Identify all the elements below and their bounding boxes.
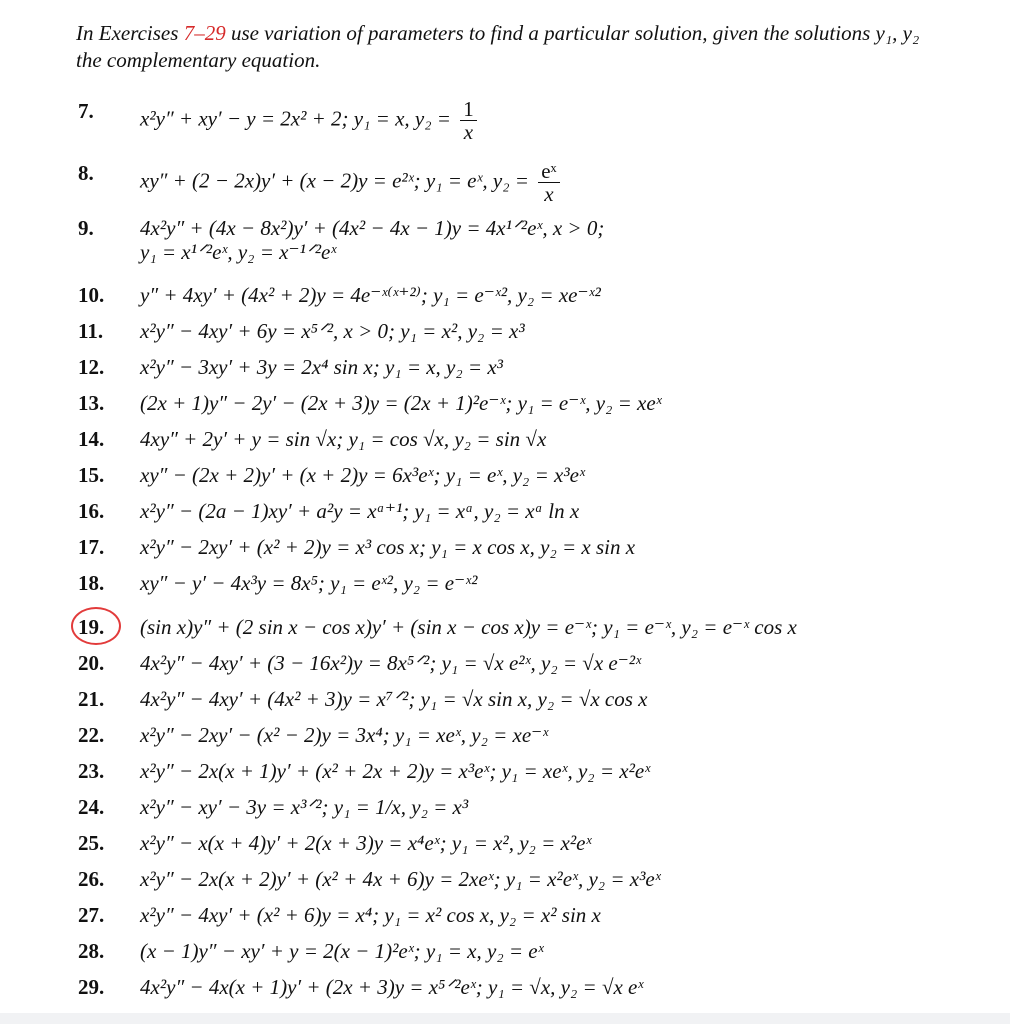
equation-text: xy″ − y′ − 4x³y = 8x⁵; y₁ = eˣ², y₂ = e⁻ˣ² (140, 571, 478, 595)
exercise-equation (140, 902, 601, 928)
equation-text: y″ + 4xy′ + (4x² + 2)y = 4e⁻ˣ⁽ˣ⁺²⁾; y₁ = e⁻ˣ², y₂ = xe⁻ˣ² (140, 283, 601, 307)
exercise-number: 14. (78, 427, 105, 451)
exercise-number: 10. (78, 283, 105, 307)
exercise-equation (140, 614, 797, 640)
exercise-equation (140, 722, 548, 748)
instructions (76, 20, 1006, 74)
exercise-equation (140, 570, 477, 596)
exercise-number: 12. (78, 355, 105, 379)
exercise-number: 22. (78, 723, 105, 747)
equation-text: x²y″ − 4xy′ + 6y = x⁵ᐟ², x > 0; y₁ = x², y₂ = x³ (140, 319, 525, 343)
exercise-number: 20. (78, 651, 105, 675)
equation-text: (x − 1)y″ − xy′ + y = 2(x − 1)²eˣ; y₁ = x, y₂ = eˣ (140, 939, 544, 963)
exercise-range-link[interactable]: 7–29 (183, 21, 226, 45)
exercise-equation (140, 534, 635, 560)
exercise-number: 8. (78, 161, 94, 185)
exercise-number: 23. (78, 759, 105, 783)
exercise-equation (140, 318, 525, 344)
exercise-equation (140, 866, 661, 892)
equation-text: x²y″ − (2a − 1)xy′ + a²y = xᵃ⁺¹; y₁ = xᵃ, y₂ = xᵃ ln x (140, 499, 580, 523)
instructions-text: In Exercises (76, 21, 184, 45)
exercise-number: 13. (78, 391, 105, 415)
exercise-equation (140, 426, 546, 452)
exercise-number: 28. (78, 939, 105, 963)
fraction (460, 98, 477, 143)
exercise-equation (140, 686, 648, 712)
equation-text: x²y″ − 2xy′ − (x² − 2)y = 3x⁴; y₁ = xeˣ, y₂ = xe⁻ˣ (140, 723, 549, 747)
exercise-number: 7. (78, 99, 94, 123)
exercise-equation (140, 650, 641, 676)
exercise-equation (140, 160, 560, 205)
equation-text: x²y″ − xy′ − 3y = x³ᐟ²; y₁ = 1/x, y₂ = x³ (140, 795, 469, 819)
exercise-number: 18. (78, 571, 105, 595)
exercise-number: 25. (78, 831, 105, 855)
fraction-numerator: eˣ (538, 160, 559, 183)
exercise-equation (140, 498, 579, 524)
equation-text: 4x²y″ − 4xy′ + (3 − 16x²)y = 8x⁵ᐟ²; y₁ = √x e²ˣ, y₂ = √x e⁻²ˣ (140, 651, 642, 675)
exercise-equation (140, 974, 643, 1000)
exercise-number: 15. (78, 463, 105, 487)
equation-text: 4xy″ + 2y′ + y = sin √x; y₁ = cos √x, y₂ = sin √x (140, 427, 547, 451)
fraction-numerator: 1 (460, 98, 477, 121)
exercise-equation (140, 830, 591, 856)
equation-text: 4x²y″ + (4x − 8x²)y′ + (4x² − 4x − 1)y = 4x¹ᐟ²eˣ, x > 0; (140, 216, 605, 240)
fraction (538, 160, 559, 205)
exercise-equation (140, 215, 604, 241)
exercise-number: 16. (78, 499, 105, 523)
equation-text: x²y″ − 4xy′ + (x² + 6)y = x⁴; y₁ = x² cos x, y₂ = x² sin x (140, 903, 601, 927)
equation-text: (2x + 1)y″ − 2y′ − (2x + 3)y = (2x + 1)²e⁻ˣ; y₁ = e⁻ˣ, y₂ = xeˣ (140, 391, 662, 415)
equation-text: xy″ − (2x + 2)y′ + (x + 2)y = 6x³eˣ; y₁ = eˣ, y₂ = x³eˣ (140, 463, 585, 487)
equation-text: x²y″ + xy′ − y = 2x² + 2; y₁ = x, y₂ = (140, 106, 457, 131)
exercise-equation (140, 390, 662, 416)
exercise-equation (140, 354, 503, 380)
exercise-equation (140, 758, 650, 784)
exercise-equation-line-2: y₁ = x¹ᐟ²eˣ, y₂ = x⁻¹ᐟ²eˣ (140, 240, 337, 264)
exercise-equation (140, 462, 585, 488)
exercise-number: 29. (78, 975, 105, 999)
instructions-text-rest: use variation of parameters to find a particular solution, given the solutions y₁, y₂ (225, 21, 920, 45)
equation-text: 4x²y″ − 4x(x + 1)y′ + (2x + 3)y = x⁵ᐟ²eˣ; y₁ = √x, y₂ = √x eˣ (140, 975, 644, 999)
equation-text: (sin x)y″ + (2 sin x − cos x)y′ + (sin x − cos x)y = e⁻ˣ; y₁ = e⁻ˣ, y₂ = e⁻ˣ cos x (140, 615, 797, 639)
instructions-line-2: the complementary equation. (76, 48, 321, 72)
exercise-equation (140, 938, 544, 964)
equation-text: x²y″ − 2xy′ + (x² + 2)y = x³ cos x; y₁ = x cos x, y₂ = x sin x (140, 535, 636, 559)
exercise-equation (140, 282, 601, 308)
exercise-number: 17. (78, 535, 105, 559)
equation-text: x²y″ − 3xy′ + 3y = 2x⁴ sin x; y₁ = x, y₂ = x³ (140, 355, 503, 379)
exercise-number: 27. (78, 903, 105, 927)
exercise-number: 21. (78, 687, 105, 711)
exercise-equation (140, 794, 468, 820)
equation-text: x²y″ − x(x + 4)y′ + 2(x + 3)y = x⁴eˣ; y₁ = x², y₂ = x²eˣ (140, 831, 592, 855)
bottom-bar (0, 1013, 1010, 1024)
exercise-number: 19. (78, 615, 105, 639)
exercise-number: 9. (78, 216, 94, 240)
fraction-denominator: x (463, 120, 474, 144)
fraction-denominator: x (544, 182, 554, 206)
exercise-number: 24. (78, 795, 105, 819)
equation-text: x²y″ − 2x(x + 1)y′ + (x² + 2x + 2)y = x³eˣ; y₁ = xeˣ, y₂ = x²eˣ (140, 759, 651, 783)
exercise-equation (140, 98, 477, 143)
equation-text: xy″ + (2 − 2x)y′ + (x − 2)y = e²ˣ; y₁ = eˣ, y₂ = (140, 168, 535, 193)
equation-text: 4x²y″ − 4xy′ + (4x² + 3)y = x⁷ᐟ²; y₁ = √x sin x, y₂ = √x cos x (140, 687, 648, 711)
equation-text: x²y″ − 2x(x + 2)y′ + (x² + 4x + 6)y = 2xeˣ; y₁ = x²eˣ, y₂ = x³eˣ (140, 867, 661, 891)
exercise-number: 11. (78, 319, 104, 343)
exercise-number: 26. (78, 867, 105, 891)
instructions-line-1 (76, 20, 1006, 47)
